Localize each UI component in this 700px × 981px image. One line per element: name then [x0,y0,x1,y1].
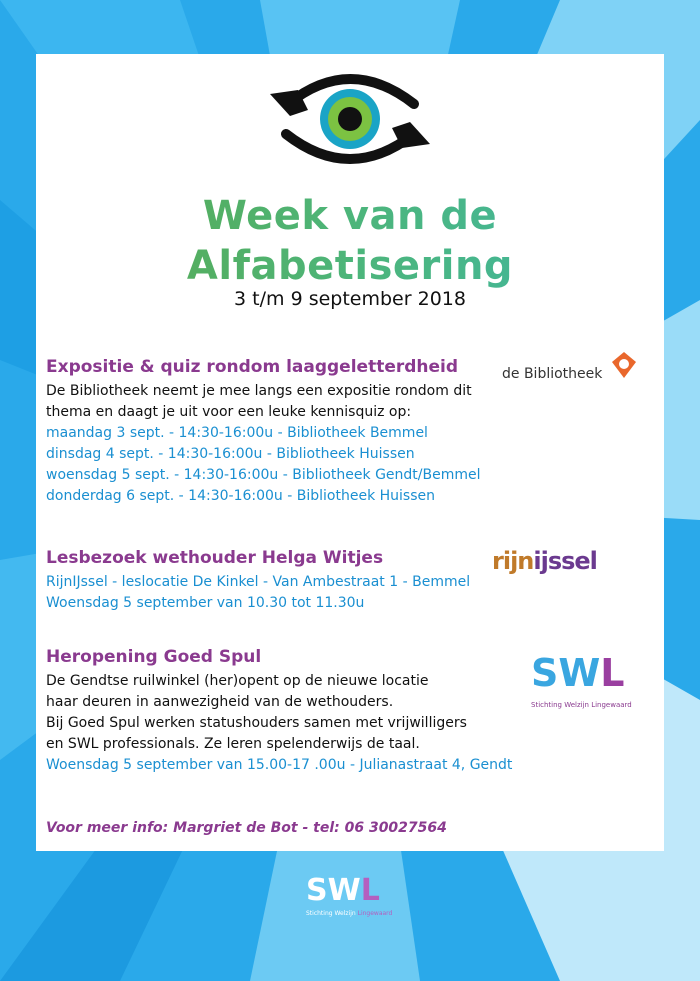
body-line: thema en daagt je uit voor een leuke kennisquiz op: [46,404,412,420]
event-dates: 3 t/m 9 september 2018 [234,288,466,310]
body-line: haar deuren in aanwezigheid van de wethouders. [46,694,394,710]
schedule-line: Woensdag 5 september van 10.30 tot 11.30u [46,595,365,611]
body-line: en SWL professionals. Ze leren spelenderwijs de taal. [46,736,420,752]
body-line: Bij Goed Spul werken statushouders samen met vrijwilligers [46,715,467,731]
section-heading: Expositie & quiz rondom laaggeletterdheid [46,357,459,377]
bibliotheek-logo-text: de Bibliotheek [502,366,603,382]
title-line-2: Alfabetisering [36,242,664,290]
swl-footer-logo: SWL Stichting Welzijn Lingewaard [306,873,393,917]
schedule-line: woensdag 5 sept. - 14:30-16:00u - Bibliotheek Gendt/Bemmel [46,467,481,483]
body-line: De Bibliotheek neemt je mee langs een expositie rondom dit [46,383,472,399]
schedule-line: Woensdag 5 september van 15.00-17 .00u - Julianastraat 4, Gendt [46,757,513,773]
schedule-line: RijnIJssel - leslocatie De Kinkel - Van Ambestraat 1 - Bemmel [46,574,471,590]
section-heading: Lesbezoek wethouder Helga Witjes [46,548,384,568]
eye-pen-logo-icon [268,64,432,174]
poster-card [36,54,664,851]
title-line-1: Week van de [36,192,664,240]
rijnijssel-logo: rijnijssel [492,547,597,575]
schedule-line: donderdag 6 sept. - 14:30-16:00u - Bibliotheek Huissen [46,488,435,504]
section-lesbezoek [46,548,516,614]
body-line: De Gendtse ruilwinkel (her)opent op de nieuwe locatie [46,673,429,689]
swl-logo: SWL Stichting Welzijn Lingewaard [531,651,632,709]
schedule-line: maandag 3 sept. - 14:30-16:00u - Bibliotheek Bemmel [46,425,428,441]
bibliotheek-logo-icon [610,350,638,380]
contact-info: Voor meer info: Margriet de Bot - tel: 06 30027564 [46,820,447,836]
schedule-line: dinsdag 4 sept. - 14:30-16:00u - Bibliotheek Huissen [46,446,415,462]
bibliotheek-logo [502,350,642,386]
section-exposition [46,357,516,507]
section-goed-spul [46,647,516,776]
section-heading: Heropening Goed Spul [46,647,262,667]
